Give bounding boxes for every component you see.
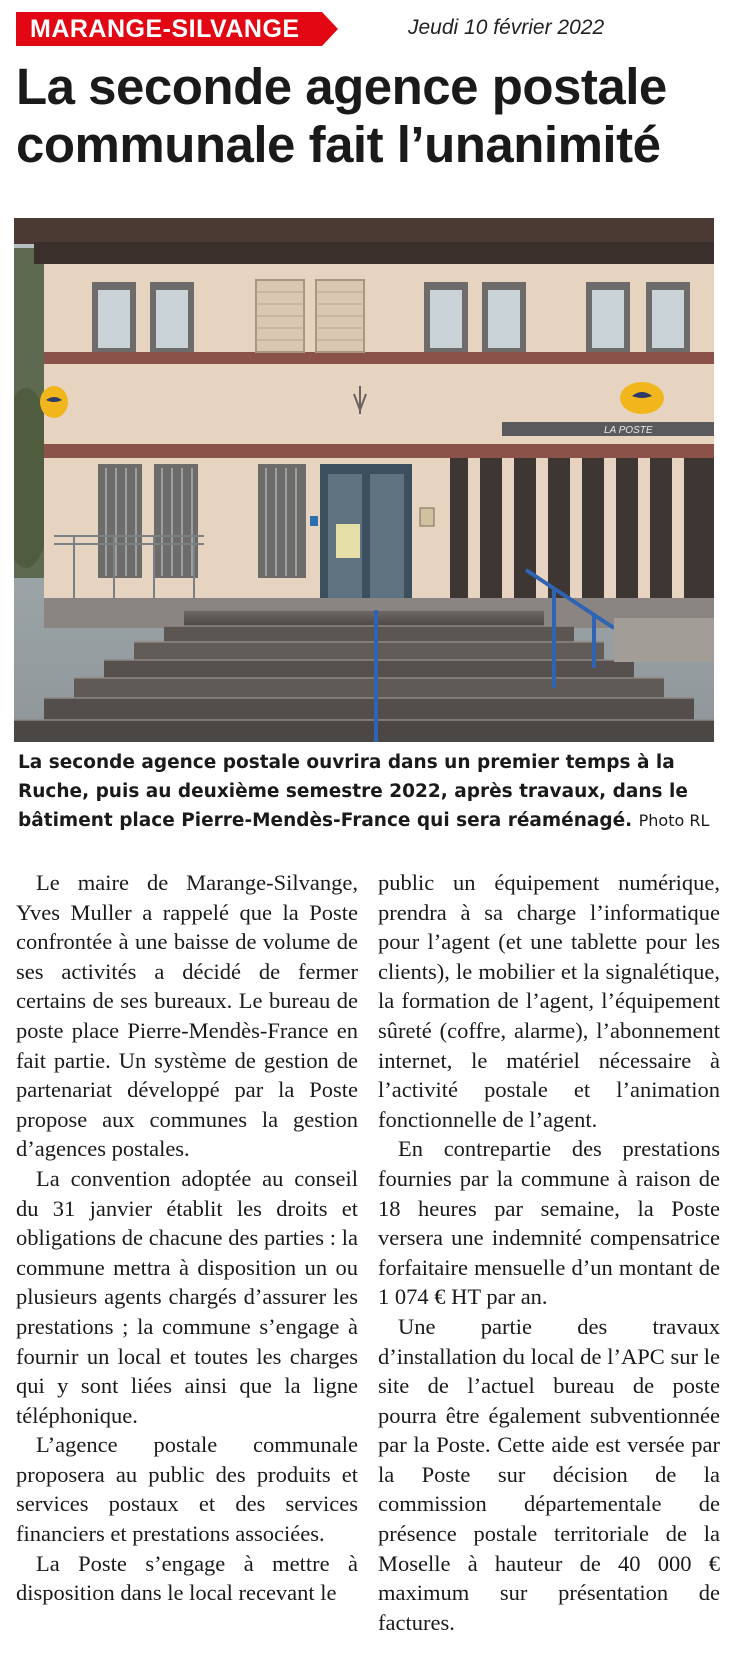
caption-text: La seconde agence postale ouvrira dans un premier temps à la Ruche, puis au deuxième semestre 2022, après travaux, dans le bâtiment place Pierre-Mendès-France qui sera réaménagé. (18, 752, 688, 831)
paragraph: La convention adoptée au conseil du 31 janvier établit les droits et obligations de chacune des parties : la commune mettra à disposition un ou plusieurs agents chargés d’assurer les prestations ; la commune s’engage à fournir un local et toutes les charges qui y sont liées ainsi que la ligne téléphonique. (16, 1165, 358, 1428)
paragraph: L’agence postale communale proposera au public des produits et services postaux et des services financiers et prestations associées. (16, 1432, 358, 1547)
section-rubric (16, 12, 338, 46)
paragraph: La Poste s’engage à mettre à disposition dans le local recevant le (16, 1550, 358, 1606)
photo-credit: Photo RL (638, 811, 710, 830)
headline: La seconde agence postale communale fait l’unanimité (16, 58, 667, 173)
paragraph: En contrepartie des prestations fournies par la commune à raison de 18 heures par semaine, la Poste versera une indemnité compensatrice forfaitaire mensuelle d’un montant de 1 074 € HT par an. (378, 1136, 720, 1310)
rubric-label: MARANGE-SILVANGE (30, 15, 300, 43)
article-column-right (378, 868, 720, 1637)
article-column-left (16, 868, 358, 1608)
paragraph: Une partie des travaux d’installation du local de l’APC sur le site de l’actuel bureau de poste pourra être également subventionnée par la Poste. Cette aide est versée par la Poste sur décision de la commission départementale de présence postale territoriale de la Moselle à hauteur de 40 000 € maximum sur présentation de factures. (378, 1313, 720, 1635)
article-header (0, 0, 740, 52)
photo-caption (18, 748, 726, 835)
paragraph: Le maire de Marange-Silvange, Yves Muller a rappelé que la Poste confrontée à une baisse de volume de ses activités a décidé de fermer certains de ses bureaux. Le bureau de poste place Pierre-Mendès-France en fait partie. Un système de gestion de partenariat développé par la Poste propose aux communes la gestion d’agences postales. (16, 870, 358, 1162)
post-office-building-illustration (14, 218, 714, 742)
article-photo (14, 218, 714, 742)
publication-date: Jeudi 10 février 2022 (408, 16, 605, 39)
la-poste-sign-text: LA POSTE (604, 425, 653, 436)
paragraph: public un équipement numérique, prendra à sa charge l’informatique pour l’agent (et une tablette pour les clients), le mobilier et la signalétique, la formation de l’agent, l’équipement sûreté (coffre, alarme), l’abonnement internet, le matériel nécessaire à l’activité postale et l’animation fonctionnelle de l’agent. (378, 870, 720, 1132)
